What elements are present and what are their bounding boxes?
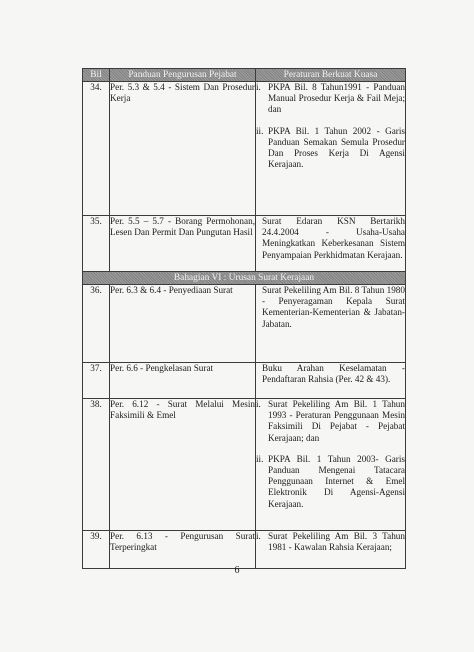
- page-number: 6: [234, 565, 240, 576]
- table-row: [83, 82, 406, 216]
- panduan-cell: Per. 6.3 & 6.4 - Penyediaan Surat: [110, 285, 256, 363]
- section-heading: Bahagian VI : Urusan Surat Kerajaan: [83, 272, 406, 285]
- peraturan-cell: Buku Arahan Keselamatan - Pendaftaran Rahsia (Per. 42 & 43).: [256, 363, 406, 399]
- list-text: PKPA Bil. 1 Tahun 2003- Garis Panduan Mengenai Tatacara Penggunaan Internet & Emel Elektronik Di Agensi-Agensi Kerajaan.: [268, 453, 405, 509]
- list-marker: ii.: [256, 125, 264, 136]
- table-row: [83, 216, 406, 272]
- peraturan-cell: [256, 82, 406, 216]
- section-row: [83, 272, 406, 285]
- panduan-cell: Per. 6.12 - Surat Melalui Mesin Faksimili & Emel: [110, 399, 256, 531]
- list-marker: i.: [256, 531, 261, 541]
- list-item: [256, 531, 405, 553]
- panduan-cell: Per. 5.3 & 5.4 - Sistem Dan Prosedur Kerja: [110, 82, 256, 216]
- table-row: [83, 531, 406, 569]
- table-header-row: [83, 69, 406, 82]
- list-text: PKPA Bil. 1 Tahun 2002 - Garis Panduan Semakan Semula Prosedur Dan Proses Kerja Di Agensi Kerajaan.: [268, 125, 405, 170]
- list-text: Surat Pekeliling Am Bil. 1 Tahun 1993 - Peraturan Penggunaan Mesin Faksimili Di Pejabat - Pejabat Kerajaan; dan: [268, 399, 405, 443]
- list-item: [256, 82, 405, 116]
- row-number: 38.: [83, 399, 110, 531]
- panduan-cell: Per. 6.6 - Pengkelasan Surat: [110, 363, 256, 399]
- list-item: [256, 454, 405, 510]
- peraturan-cell: Surat Pekeliling Am Bil. 8 Tahun 1980 - Penyeragaman Kepala Surat Kementerian-Kementerian & Jabatan-Jabatan.: [256, 285, 406, 363]
- row-number: 36.: [83, 285, 110, 363]
- list-text: PKPA Bil. 8 Tahun1991 - Panduan Manual Prosedur Kerja & Fail Meja; dan: [268, 82, 405, 115]
- peraturan-cell: [256, 399, 406, 531]
- header-panduan: Panduan Pengurusan Pejabat: [110, 69, 256, 82]
- panduan-cell: Per. 5.5 – 5.7 - Borang Permohonan, Lesen Dan Permit Dan Pungutan Hasil: [110, 216, 256, 272]
- list-text: Surat Pekeliling Am Bil. 3 Tahun 1981 - Kawalan Rahsia Kerajaan;: [268, 531, 405, 553]
- regulations-table: [82, 68, 406, 569]
- header-peraturan: Peraturan Berkuat Kuasa: [256, 69, 406, 82]
- row-number: 37.: [83, 363, 110, 399]
- list-item: [256, 399, 405, 444]
- peraturan-cell: Surat Edaran KSN Bertarikh 24.4.2004 - Usaha-Usaha Meningkatkan Keberkesanan Sistem Penyampaian Perkhidmatan Kerajaan.: [256, 216, 406, 272]
- list-marker: i.: [256, 82, 261, 92]
- list-item: [256, 126, 405, 171]
- list-marker: ii.: [256, 453, 264, 464]
- list-marker: i.: [256, 399, 261, 409]
- header-bil: Bil: [83, 69, 110, 82]
- peraturan-cell: [256, 531, 406, 569]
- row-number: 34.: [83, 82, 110, 216]
- row-number: 39.: [83, 531, 110, 569]
- table-row: [83, 363, 406, 399]
- table-row: [83, 285, 406, 363]
- panduan-cell: Per. 6.13 - Pengurusan Surat Terperingkat: [110, 531, 256, 569]
- row-number: 35.: [83, 216, 110, 272]
- table-row: [83, 399, 406, 531]
